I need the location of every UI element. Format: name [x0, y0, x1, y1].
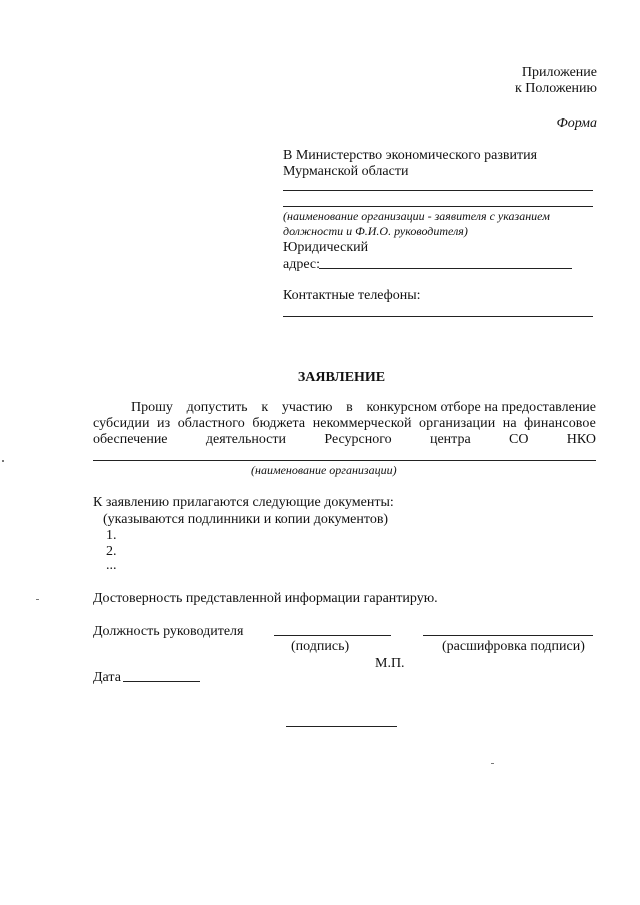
date-field-line — [123, 681, 200, 682]
body-word: в — [346, 400, 353, 415]
org-name-hint-1: (наименование организации - заявителя с указанием — [283, 209, 550, 223]
addressee-line-1: В Министерство экономического развития — [283, 148, 538, 163]
org-name-field-line-1 — [283, 190, 593, 191]
body-word: допустить — [186, 400, 248, 415]
appendix-reference: к Положению — [514, 81, 597, 96]
org-name-field-line — [93, 460, 596, 461]
body-line-2: субсидии из областного бюджета некоммерческой организации на финансовое — [93, 416, 596, 431]
phones-label: Контактные телефоны: — [283, 288, 421, 303]
attachment-item: 1. — [106, 528, 117, 543]
signature-field-line — [274, 635, 391, 636]
body-word: центра — [429, 432, 471, 447]
body-word: СО — [509, 432, 529, 447]
body-word: деятельности — [205, 432, 287, 447]
legal-address-label-2: адрес: — [283, 257, 321, 272]
form-label: Форма — [556, 116, 597, 131]
org-name-field-line-2 — [283, 206, 593, 207]
closing-separator — [286, 726, 397, 727]
signature-decode-hint: (расшифровка подписи) — [442, 639, 585, 654]
body-word: конкурсном отборе на предоставление — [366, 400, 596, 415]
body-word: обеспечение — [93, 432, 168, 447]
appendix-label: Приложение — [521, 65, 597, 80]
body-word: НКО — [566, 432, 596, 447]
attachment-item: 2. — [106, 544, 117, 559]
scan-speck — [2, 460, 4, 462]
body-word: участию — [281, 400, 333, 415]
position-label: Должность руководителя — [93, 624, 244, 639]
body-word: Ресурсного — [324, 432, 392, 447]
legal-address-label-1: Юридический — [283, 240, 369, 255]
scan-speck — [36, 599, 39, 600]
phones-field-line — [283, 316, 593, 317]
document-title: ЗАЯВЛЕНИЕ — [297, 370, 386, 385]
addressee-line-2: Мурманской области — [283, 164, 409, 179]
stamp-place-label: М.П. — [375, 656, 405, 671]
legal-address-field-line — [319, 268, 572, 269]
body-word: к — [261, 400, 269, 415]
signature-decode-field-line — [423, 635, 593, 636]
attachments-note: (указываются подлинники и копии документов) — [103, 512, 389, 527]
attachments-intro: К заявлению прилагаются следующие документы: — [93, 495, 394, 510]
signature-hint: (подпись) — [291, 639, 350, 654]
body-line-3 — [93, 431, 596, 448]
body-line-1 — [131, 399, 596, 416]
body-word: Прошу — [131, 400, 173, 415]
attachment-item: ... — [106, 558, 117, 573]
guarantee-statement: Достоверность представленной информации гарантирую. — [93, 591, 438, 606]
date-label: Дата — [93, 670, 121, 685]
org-name-hint-2: должности и Ф.И.О. руководителя) — [283, 224, 468, 238]
scan-speck — [491, 763, 494, 764]
org-name-hint: (наименование организации) — [251, 463, 397, 477]
